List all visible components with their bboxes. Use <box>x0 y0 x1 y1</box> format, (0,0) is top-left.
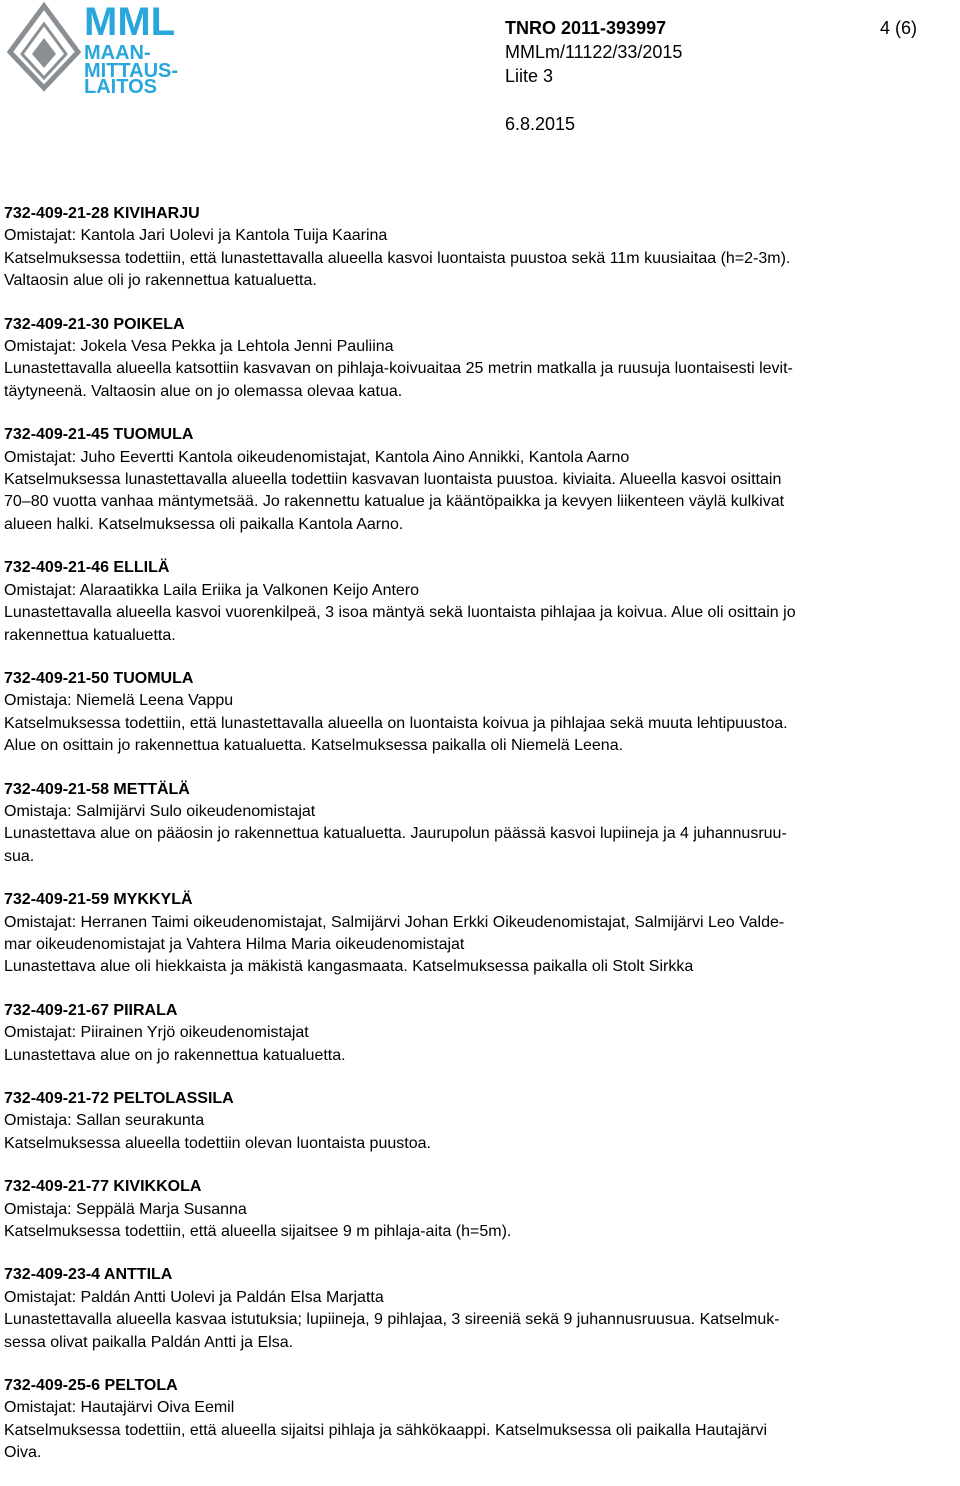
property-text: Katselmuksessa todettiin, että alueella sijaitsee 9 m pihlaja-aita (h=5m). <box>4 1223 512 1241</box>
property-text: Lunastettava alue oli hiekkaista ja mäkistä kangasmaata. Katselmuksessa paikalla oli Stolt Sirkka <box>4 958 694 976</box>
property-title: 732-409-23-4 ANTTILA <box>4 1266 173 1284</box>
property-owners: Omistajat: Paldán Antti Uolevi ja Paldán Elsa Marjatta <box>4 1288 384 1306</box>
property-title: 732-409-21-77 KIVIKKOLA <box>4 1178 202 1196</box>
document-date: 6.8.2015 <box>505 114 576 134</box>
property-entry <box>4 668 957 758</box>
property-text: Katselmuksessa todettiin, että lunastettavalla alueella on luontaista koivua ja pihlajaa sekä muuta lehtipuustoa. <box>4 714 788 732</box>
property-text: Katselmuksessa alueella todettiin olevan luontaista puustoa. <box>4 1134 431 1152</box>
property-entry <box>4 1176 957 1243</box>
property-entry <box>4 779 957 869</box>
property-text: rakennettua katualuetta. <box>4 626 176 644</box>
property-entry <box>4 1375 957 1465</box>
property-title: 732-409-21-72 PELTOLASSILA <box>4 1090 234 1107</box>
property-text: Oiva. <box>4 1444 42 1462</box>
document-number: TNRO 2011-393997 <box>505 18 667 38</box>
property-owners: Omistajat: Juho Eevertti Kantola oikeudenomistajat, Kantola Aino Annikki, Kantola Aarno <box>4 448 630 466</box>
logo-text-laitos: LAITOS <box>84 76 157 98</box>
property-text: Katselmuksessa lunastettavalla alueella todettiin kasvavan luontaista puustoa. kiviaita. Alueella kasvoi osittain <box>4 471 782 489</box>
logo-text-maan: MAAN- <box>84 42 151 64</box>
property-text: Alue on osittain jo rakennettua katualuetta. Katselmuksessa paikalla oli Niemelä Leena. <box>4 737 624 755</box>
property-title: 732-409-21-45 TUOMULA <box>4 426 194 444</box>
property-title: 732-409-21-67 PIIRALA <box>4 1001 178 1019</box>
property-title: 732-409-21-46 ELLILÄ <box>4 559 170 577</box>
property-title: 732-409-21-28 KIVIHARJU <box>4 205 200 222</box>
logo-text-mml: MML <box>84 0 176 44</box>
reference-number: MMLm/11122/33/2015 <box>505 42 683 62</box>
property-entry <box>4 424 957 536</box>
property-text: Valtaosin alue oli jo rakennettua katualuetta. <box>4 272 317 290</box>
property-text: Lunastettavalla alueella kasvoi vuorenkilpeä, 3 isoa mäntyä sekä luontaista pihlajaa ja koivua. Alue oli osittain jo <box>4 604 796 622</box>
property-entry <box>4 1264 957 1354</box>
property-title: 732-409-21-50 TUOMULA <box>4 669 194 687</box>
property-owners: Omistajat: Piirainen Yrjö oikeudenomistajat <box>4 1024 309 1042</box>
property-text: Lunastettavalla alueella katsottiin kasvavan on pihlaja-koivuaitaa 25 metrin matkalla ja ruusuja luontaisesti levit- <box>4 360 793 378</box>
property-text: alueen halki. Katselmuksessa oli paikalla Kantola Aarno. <box>4 515 404 533</box>
property-entry <box>4 1088 957 1155</box>
property-owners: Omistajat: Kantola Jari Uolevi ja Kantola Tuija Kaarina <box>4 227 388 245</box>
page-number: 4 (6) <box>880 18 918 38</box>
property-title: 732-409-25-6 PELTOLA <box>4 1377 178 1395</box>
property-text: Lunastettava alue on jo rakennettua katualuetta. <box>4 1046 346 1064</box>
property-entry <box>4 314 957 404</box>
logo-text-mittaus: MITTAUS- <box>84 60 179 82</box>
property-text: sua. <box>4 847 35 865</box>
property-owners: Omistaja: Seppälä Marja Susanna <box>4 1200 247 1218</box>
property-text: Lunastettavalla alueella kasvaa istutuksia; lupiineja, 9 pihlajaa, 3 sireeniä sekä 9 juhannusruusua. Katselmuk- <box>4 1311 780 1329</box>
property-owners: Omistajat: Alaraatikka Laila Eriika ja Valkonen Keijo Antero <box>4 581 420 599</box>
property-entry <box>4 557 957 647</box>
document-body <box>4 203 957 1486</box>
property-owners: Omistajat: Herranen Taimi oikeudenomistajat, Salmijärvi Johan Erkki Oikeudenomistajat, Salmijärvi Leo Valde- <box>4 913 785 931</box>
property-text: täytyneenä. Valtaosin alue on jo olemassa olevaa katua. <box>4 382 403 400</box>
property-owners: Omistajat: Jokela Vesa Pekka ja Lehtola Jenni Pauliina <box>4 338 394 356</box>
property-title: 732-409-21-58 METTÄLÄ <box>4 780 190 798</box>
property-text: 70–80 vuotta vanhaa mäntymetsää. Jo rakennettu katualue ja kääntöpaikka ja kevyen liikenteen väylä kulkivat <box>4 493 785 511</box>
property-title: 732-409-21-30 POIKELA <box>4 315 185 333</box>
property-text: Katselmuksessa todettiin, että alueella sijaitsi pihlaja ja sähkökaappi. Katselmuksessa oli paikalla Hautajärvi <box>4 1421 768 1439</box>
property-owners: Omistaja: Niemelä Leena Vappu <box>4 692 234 710</box>
property-text: mar oikeudenomistajat ja Vahtera Hilma Maria oikeudenomistajat <box>4 935 465 953</box>
property-text: Lunastettava alue on pääosin jo rakennettua katualuetta. Jaurupolun päässä kasvoi lupiineja ja 4 juhannusruu- <box>4 825 787 843</box>
attachment-label: Liite 3 <box>505 66 554 86</box>
property-owners: Omistajat: Hautajärvi Oiva Eemil <box>4 1399 235 1417</box>
property-entry <box>4 203 957 293</box>
property-entry <box>4 889 957 979</box>
property-owners: Omistaja: Sallan seurakunta <box>4 1112 205 1130</box>
property-title: 732-409-21-59 MYKKYLÄ <box>4 891 193 909</box>
property-owners: Omistaja: Salmijärvi Sulo oikeudenomistajat <box>4 802 316 820</box>
property-text: Katselmuksessa todettiin, että lunastettavalla alueella kasvoi luontaista puustoa sekä 11m kuusiaitaa (h=2-3m). <box>4 249 791 267</box>
property-text: sessa olivat paikalla Paldán Antti ja Elsa. <box>4 1333 294 1351</box>
property-entry <box>4 1000 957 1067</box>
